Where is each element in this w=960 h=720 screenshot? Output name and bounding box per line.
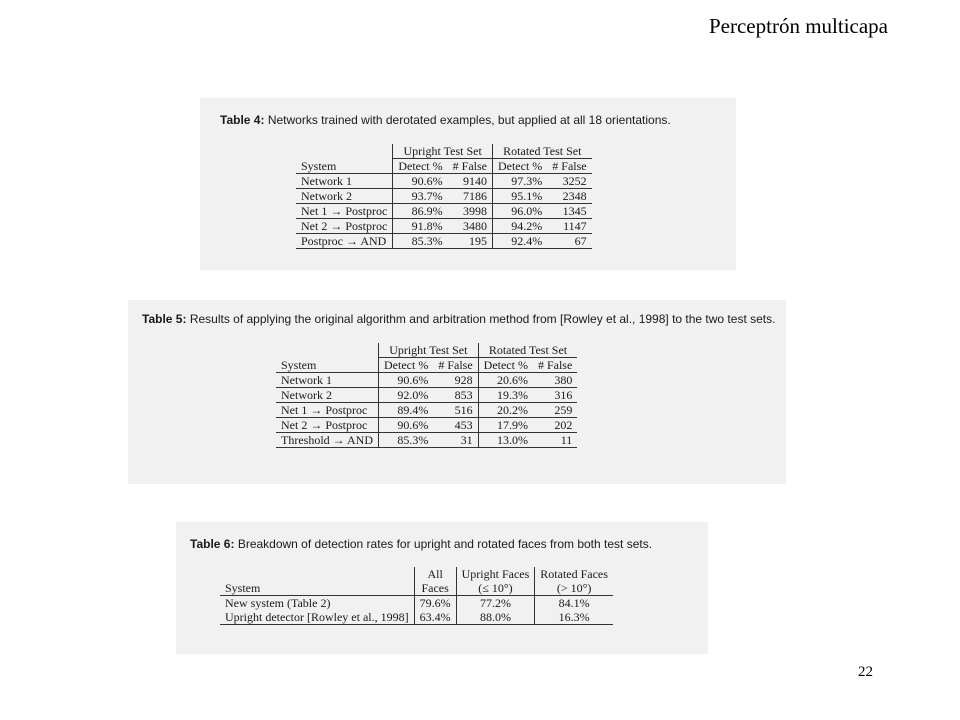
table-cell: 1147 [547,219,591,234]
table-5 [276,343,577,448]
table-5-col-detect-upright: Detect % [379,358,434,373]
table-cell: 20.2% [478,403,533,418]
table-row [276,373,577,388]
table-5-group-upright: Upright Test Set [379,343,479,358]
table-cell: 13.0% [478,433,533,448]
table-5-group-rotated: Rotated Test Set [478,343,577,358]
table-cell: 31 [433,433,478,448]
table-cell: 94.2% [492,219,547,234]
table-cell: 84.1% [535,596,613,611]
table-cell: 91.8% [393,219,448,234]
table-6-col-rotated-line2: (> 10°) [535,581,613,596]
table-6-col-system: System [225,581,261,595]
table-4-group-upright: Upright Test Set [393,144,493,159]
table-6-col-upright-line2: (≤ 10°) [456,581,535,596]
table-6-caption [190,536,700,552]
table-cell: 89.4% [379,403,434,418]
table-cell: 3480 [448,219,493,234]
table-cell: 92.4% [492,234,547,249]
table-cell: 516 [433,403,478,418]
table-row [296,174,592,189]
table-4-col-detect-rotated: Detect % [492,159,547,174]
table-row [296,234,592,249]
table-6-col-upright-line1: Upright Faces [456,567,535,581]
table-cell: 79.6% [414,596,456,611]
table-4-col-system: System [296,159,393,174]
table-5-scan [128,300,786,484]
table-4-col-detect-upright: Detect % [393,159,448,174]
table-4-group-rotated: Rotated Test Set [492,144,591,159]
table-cell: Net 2 → Postproc [296,219,393,234]
table-cell: 380 [533,373,577,388]
table-cell: 259 [533,403,577,418]
table-row [296,189,592,204]
table-cell: 9140 [448,174,493,189]
table-cell: 453 [433,418,478,433]
table-cell: 92.0% [379,388,434,403]
table-4-caption-text: Networks trained with derotated examples, but applied at all 18 orientations. [267,113,671,127]
table-6 [220,567,613,625]
table-cell: 86.9% [393,204,448,219]
table-6-col-all-line1: All [414,567,456,581]
table-5-label: Table 5: [142,312,187,326]
table-cell: Network 2 [276,388,379,403]
table-row [276,403,577,418]
table-cell: 3998 [448,204,493,219]
table-6-caption-text: Breakdown of detection rates for upright and rotated faces from both test sets. [237,537,653,551]
table-cell: Net 2 → Postproc [276,418,379,433]
table-5-caption [142,311,782,327]
table-cell: 90.6% [379,418,434,433]
table-cell: 316 [533,388,577,403]
table-6-scan [176,522,708,654]
table-4-scan [200,98,736,270]
table-cell: 90.6% [393,174,448,189]
table-row [296,204,592,219]
slide-title: Perceptrón multicapa [708,14,888,38]
table-row [220,610,613,625]
table-6-col-rotated-line1: Rotated Faces [535,567,613,581]
table-4-label: Table 4: [220,113,265,127]
table-cell: Network 1 [296,174,393,189]
table-cell: 95.1% [492,189,547,204]
table-4 [296,144,592,249]
table-4-col-false-rotated: # False [547,159,591,174]
table-cell: 17.9% [478,418,533,433]
table-cell: 19.3% [478,388,533,403]
table-4-col-false-upright: # False [448,159,493,174]
table-cell: Net 1 → Postproc [276,403,379,418]
table-cell: 85.3% [393,234,448,249]
table-cell: 67 [547,234,591,249]
table-row [276,418,577,433]
table-cell: Net 1 → Postproc [296,204,393,219]
table-6-label: Table 6: [190,537,235,551]
table-cell: 85.3% [379,433,434,448]
table-cell: 11 [533,433,577,448]
table-cell: 928 [433,373,478,388]
table-cell: 202 [533,418,577,433]
table-cell: Network 1 [276,373,379,388]
table-cell: Threshold → AND [276,433,379,448]
table-5-caption-text: Results of applying the original algorithm and arbitration method from [Rowley et al., 1998] to the two test sets. [189,312,776,326]
table-cell: 195 [448,234,493,249]
table-6-col-all-line2: Faces [414,581,456,596]
table-cell: 90.6% [379,373,434,388]
page-number: 22 [858,664,873,680]
table-cell: 1345 [547,204,591,219]
table-row [276,388,577,403]
table-cell: Upright detector [Rowley et al., 1998] [220,610,414,625]
table-row [276,433,577,448]
table-cell: Postproc → AND [296,234,393,249]
table-5-col-detect-rotated: Detect % [478,358,533,373]
table-cell: 77.2% [456,596,535,611]
table-row [296,219,592,234]
table-cell: 93.7% [393,189,448,204]
table-cell: 2348 [547,189,591,204]
table-5-col-false-rotated: # False [533,358,577,373]
table-cell: 96.0% [492,204,547,219]
table-4-caption [220,112,730,128]
table-row [220,596,613,611]
table-cell: 63.4% [414,610,456,625]
table-cell: 97.3% [492,174,547,189]
table-cell: 88.0% [456,610,535,625]
table-cell: 853 [433,388,478,403]
table-cell: 20.6% [478,373,533,388]
table-cell: 7186 [448,189,493,204]
table-cell: 16.3% [535,610,613,625]
table-5-col-false-upright: # False [433,358,478,373]
table-5-col-system: System [276,358,379,373]
table-cell: New system (Table 2) [220,596,414,611]
table-cell: Network 2 [296,189,393,204]
table-cell: 3252 [547,174,591,189]
